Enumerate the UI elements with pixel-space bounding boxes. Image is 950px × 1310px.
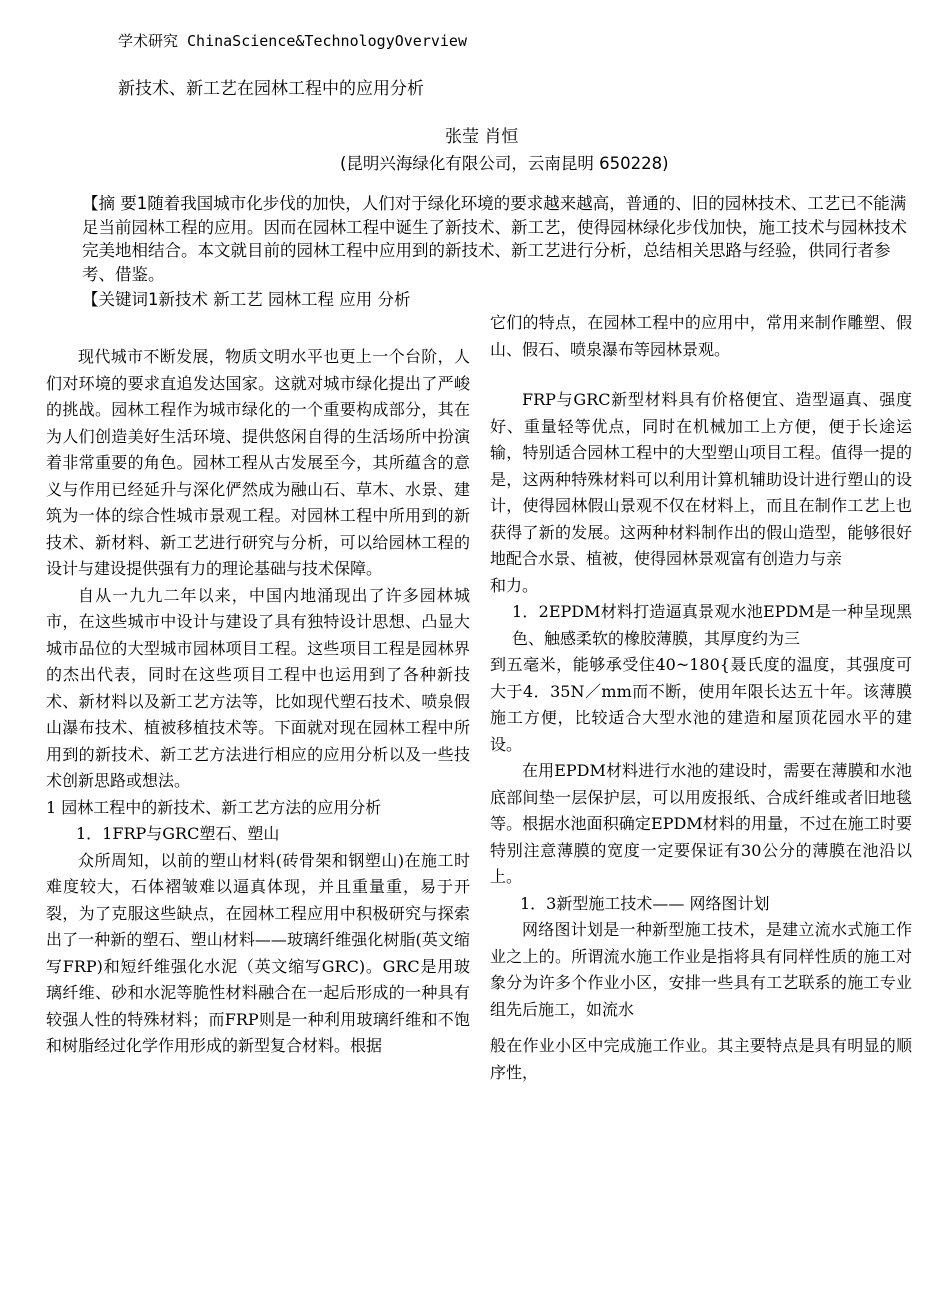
paragraph: 在用EPDM材料进行水池的建设时，需要在薄膜和水池底部间垫一层保护层，可以用废报纸、合成纤维或者旧地毯等。根据水池面积确定EPDM材料的用量，不过在施工时要特别注意薄膜的宽度一定要保证有30公分的薄膜在池沿以上。: [490, 761, 912, 886]
subsection-heading: 1．1FRP与GRC塑石、塑山: [76, 824, 280, 843]
affiliation: (昆明兴海绿化有限公司，云南昆明 650228): [340, 154, 669, 173]
article-title: 新技术、新工艺在园林工程中的应用分析: [118, 79, 424, 99]
keywords: 【关键词1新技术 新工艺 园林工程 应用 分析: [82, 290, 411, 309]
paragraph: 众所周知，以前的塑山材料(砖骨架和钢塑山)在施工时难度较大，石体褶皱难以逼真体现，并且重量重，易于开裂，为了克服这些缺点，在园林工程应用中积极研究与探索出了一种新的塑石、塑山材料——玻璃纤维强化树脂(英文缩写FRP)和短纤维强化水泥（英文缩写GRC)。GRC是用玻璃纤维、砂和水泥等脆性材料融合在一起后形成的一种具有较强人性的特殊材料；而FRP则是一种利用玻璃纤维和不饱和树脂经过化学作用形成的新型复合材料。根据: [46, 850, 470, 1055]
left-column: [46, 344, 470, 1060]
paragraph: 到五毫米，能够承受住40~180{聂氏度的温度，其强度可大于4．35N／mm而不断，使用年限长达五十年。该薄膜施工方便，比较适合大型水池的建造和屋顶花园水平的建设。: [490, 655, 912, 754]
paragraph: 般在作业小区中完成施工作业。其主要特点是具有明显的顺序性，: [490, 1036, 912, 1082]
paragraph: 网络图计划是一种新型施工技术，是建立流水式施工作业之上的。所谓流水施工作业是指将具有同样性质的施工对象分为许多个作业小区，安排一些具有工艺联系的施工专业组先后施工，如流水: [490, 920, 912, 1019]
paragraph: 它们的特点，在园林工程中的应用中，常用来制作雕塑、假山、假石、喷泉瀑布等园林景观。: [490, 313, 912, 359]
authors: 张莹 肖恒: [445, 127, 519, 147]
paragraph: FRP与GRC新型材料具有价格便宜、造型逼真、强度好、重量轻等优点，同时在机械加工上方便，便于长途运输，特别适合园林工程中的大型塑山项目工程。值得一提的是，这两种特殊材料可以利用计算机辅助设计进行塑山的设计，使得园林假山景观不仅在材料上，而且在制作工艺上也获得了新的发展。这两种材料制作出的假山造型，能够很好地配合水景、植被，使得园林景观富有创造力与亲: [490, 390, 912, 568]
abstract: [82, 192, 914, 286]
paragraph: 和力。: [490, 575, 539, 595]
journal-header: 学术研究 ChinaScience&TechnologyOverview: [118, 32, 467, 50]
section-heading: 1 园林工程中的新技术、新工艺方法的应用分析: [46, 797, 382, 817]
paragraph: 自从一九九二年以来，中国内地涌现出了许多园林城市，在这些城市中设计与建设了具有独特设计思想、凸显大城市品位的大型城市园林项目工程。这些项目工程是园林界的杰出代表，同时在这些项目工程中也运用到了各种新技术、新材料以及新工艺方法等，比如现代塑石技术、喷泉假山瀑布技术、植被移植技术等。下面就对现在园林工程中所用到的新技术、新工艺方法进行相应的应用分析以及一些技术创新思路或想法。: [46, 585, 470, 790]
right-column: [490, 310, 912, 1086]
paragraph: 现代城市不断发展，物质文明水平也更上一个台阶，人们对环境的要求直追发达国家。这就对城市绿化提出了严峻的挑战。园林工程作为城市绿化的一个重要构成部分，其在为人们创造美好生活环境、提供悠闲自得的生活场所中扮演着非常重要的角色。园林工程从古发展至今，其所蕴含的意义与作用已经延升与深化俨然成为融山石、草木、水景、建筑为一体的综合性城市景观工程。对园林工程中所用到的新技术、新材料、新工艺进行研究与分析，可以给园林工程的设计与建设提供强有力的理论基础与技术保障。: [46, 347, 470, 578]
abstract-text: 【摘 要1随着我国城市化步伐的加快，人们对于绿化环境的要求越来越高，普通的、旧的园林技术、工艺已不能满足当前园林工程的应用。因而在园林工程中诞生了新技术、新工艺，使得园林绿化步伐加快，施工技术与园林技术完美地相结合。本文就目前的园林工程中应用到的新技术、新工艺进行分析，总结相关思路与经验，供同行者参考、借鉴。: [82, 194, 907, 284]
subsection-heading: 1．3新型施工技术—— 网络图计划: [520, 893, 770, 913]
subsection-heading: 1．2EPDM材料打造逼真景观水池EPDM是一种呈现黑色、触感柔软的橡胶薄膜，其厚度约为三: [512, 602, 912, 648]
